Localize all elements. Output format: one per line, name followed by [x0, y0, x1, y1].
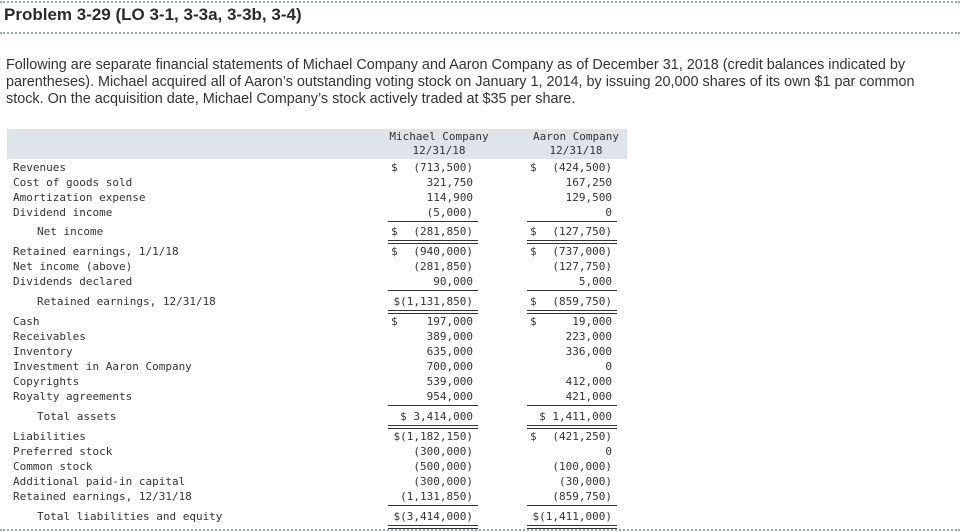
michael-value-cell: [388, 330, 478, 344]
michael-value-cell: [388, 410, 478, 424]
michael-subtotal-rule: [388, 290, 478, 291]
michael-amount: 114,900: [426, 191, 473, 204]
michael-value-cell: [388, 260, 478, 274]
row-label-revenues: Revenues: [13, 161, 66, 174]
michael-company-name: Michael Company: [389, 130, 489, 143]
aaron-value-cell: [527, 445, 617, 459]
aaron-value-cell: [527, 206, 617, 220]
michael-value-cell: [388, 345, 478, 359]
row-label-investment-in-aaron-company: Investment in Aaron Company: [13, 360, 192, 373]
row-label-retained-earnings-12-31-18: Retained earnings, 12/31/18: [37, 295, 216, 308]
aaron-amount: 0: [605, 360, 612, 373]
michael-value-cell: [388, 390, 478, 404]
aaron-amount: 129,500: [565, 191, 612, 204]
aaron-amount: (127,750): [552, 260, 612, 273]
michael-amount: $(1,131,850): [393, 295, 473, 308]
michael-amount: (300,000): [413, 445, 473, 458]
michael-value-cell: [388, 245, 478, 259]
aaron-value-cell: [527, 430, 617, 444]
michael-amount: 389,000: [426, 330, 473, 343]
michael-amount: (300,000): [413, 475, 473, 488]
michael-amount: (1,131,850): [400, 490, 473, 503]
aaron-value-cell: [527, 245, 617, 259]
michael-total-double-rule: [388, 240, 478, 244]
michael-amount: 635,000: [426, 345, 473, 358]
aaron-amount: $(1,411,000): [532, 510, 612, 523]
aaron-company-name: Aaron Company: [532, 130, 620, 143]
michael-amount: (940,000): [413, 245, 473, 258]
aaron-dollar-sign: $: [530, 295, 537, 308]
michael-value-cell: [388, 490, 478, 504]
problem-title: Problem 3-29 (LO 3-1, 3-3a, 3-3b, 3-4): [4, 5, 302, 24]
aaron-value-cell: [527, 191, 617, 205]
aaron-value-cell: [527, 315, 617, 329]
michael-value-cell: [388, 475, 478, 489]
aaron-amount: 0: [605, 206, 612, 219]
michael-dollar-sign: $: [391, 315, 398, 328]
michael-value-cell: [388, 445, 478, 459]
aaron-total-double-rule: [527, 310, 617, 314]
michael-value-cell: [388, 275, 478, 289]
aaron-value-cell: [527, 260, 617, 274]
row-label-total-assets: Total assets: [37, 410, 117, 423]
michael-dollar-sign: $: [391, 161, 398, 174]
michael-value-cell: [388, 360, 478, 374]
michael-total-double-rule: [388, 310, 478, 314]
aaron-value-cell: [527, 390, 617, 404]
row-label-royalty-agreements: Royalty agreements: [13, 390, 133, 403]
aaron-dollar-sign: $: [530, 161, 537, 174]
aaron-column-header: [521, 130, 631, 158]
aaron-subtotal-rule: [527, 221, 617, 222]
aaron-value-cell: [527, 161, 617, 175]
michael-value-cell: [388, 161, 478, 175]
row-label-net-income: Net income: [37, 225, 104, 238]
michael-amount: (281,850): [413, 260, 473, 273]
aaron-amount: 19,000: [572, 315, 612, 328]
aaron-subtotal-rule: [527, 405, 617, 406]
aaron-value-cell: [527, 275, 617, 289]
aaron-value-cell: [527, 475, 617, 489]
aaron-amount: (421,250): [552, 430, 612, 443]
top-dotted-border: [0, 1, 960, 3]
michael-column-header: [384, 130, 494, 158]
aaron-value-cell: [527, 490, 617, 504]
michael-amount: 539,000: [426, 375, 473, 388]
aaron-amount: (859,750): [552, 490, 612, 503]
michael-amount: $(1,182,150): [393, 430, 473, 443]
michael-value-cell: [388, 460, 478, 474]
row-label-retained-earnings-12-31-18: Retained earnings, 12/31/18: [13, 490, 192, 503]
michael-amount: (500,000): [413, 460, 473, 473]
row-label-retained-earnings-1-1-18: Retained earnings, 1/1/18: [13, 245, 179, 258]
aaron-amount: (30,000): [559, 475, 612, 488]
michael-amount: 700,000: [426, 360, 473, 373]
michael-value-cell: [388, 191, 478, 205]
aaron-value-cell: [527, 360, 617, 374]
problem-intro: Following are separate financial statements of Michael Company and Aaron Company as of December 31, 2018 (credit balances indicated by parentheses). Michael acquired all of Aaron’s outstanding voting stock on January 1, 2014, by issuing 20,000 shares of its own $1 par common stock. On the acquisition date, Michael Company’s stock actively traded at $35 per share.: [6, 57, 915, 107]
row-label-inventory: Inventory: [13, 345, 73, 358]
aaron-value-cell: [527, 345, 617, 359]
aaron-subtotal-rule: [527, 290, 617, 291]
michael-value-cell: [388, 176, 478, 190]
michael-subtotal-rule: [388, 221, 478, 222]
row-label-total-liabilities-and-equity: Total liabilities and equity: [37, 510, 223, 523]
aaron-dollar-sign: $: [530, 430, 537, 443]
row-label-net-income-above: Net income (above): [13, 260, 133, 273]
michael-value-cell: [388, 510, 478, 524]
aaron-value-cell: [527, 176, 617, 190]
aaron-amount: $ 1,411,000: [539, 410, 612, 423]
michael-amount: $(3,414,000): [393, 510, 473, 523]
michael-amount: (281,850): [413, 225, 473, 238]
michael-amount: (713,500): [413, 161, 473, 174]
aaron-amount: (737,000): [552, 245, 612, 258]
row-label-cost-of-goods-sold: Cost of goods sold: [13, 176, 133, 189]
aaron-value-cell: [527, 330, 617, 344]
row-label-common-stock: Common stock: [13, 460, 93, 473]
title-dotted-border: [0, 32, 960, 34]
aaron-value-cell: [527, 375, 617, 389]
aaron-amount: 223,000: [565, 330, 612, 343]
michael-value-cell: [388, 430, 478, 444]
michael-value-cell: [388, 225, 478, 239]
row-label-copyrights: Copyrights: [13, 375, 80, 388]
aaron-total-double-rule: [527, 240, 617, 244]
michael-dollar-sign: $: [391, 225, 398, 238]
aaron-value-cell: [527, 510, 617, 524]
michael-value-cell: [388, 295, 478, 309]
row-label-additional-paid-in-capital: Additional paid-in capital: [13, 475, 186, 488]
aaron-amount: 0: [605, 445, 612, 458]
aaron-amount: 5,000: [578, 275, 612, 288]
aaron-total-double-rule: [527, 425, 617, 429]
row-label-amortization-expense: Amortization expense: [13, 191, 146, 204]
michael-amount: (5,000): [426, 206, 473, 219]
michael-dollar-sign: $: [391, 245, 398, 258]
michael-amount: $ 3,414,000: [400, 410, 473, 423]
aaron-amount: (424,500): [552, 161, 612, 174]
row-label-preferred-stock: Preferred stock: [13, 445, 113, 458]
aaron-amount: 336,000: [565, 345, 612, 358]
row-label-receivables: Receivables: [13, 330, 86, 343]
row-label-liabilities: Liabilities: [13, 430, 86, 443]
aaron-value-cell: [527, 410, 617, 424]
aaron-amount: 421,000: [565, 390, 612, 403]
aaron-company-date: 12/31/18: [549, 144, 603, 157]
aaron-dollar-sign: $: [530, 225, 537, 238]
michael-company-date: 12/31/18: [412, 144, 466, 157]
aaron-value-cell: [527, 295, 617, 309]
aaron-subtotal-rule: [527, 505, 617, 506]
aaron-dollar-sign: $: [530, 315, 537, 328]
michael-amount: 321,750: [426, 176, 473, 189]
aaron-amount: (127,750): [552, 225, 612, 238]
aaron-amount: (100,000): [552, 460, 612, 473]
michael-value-cell: [388, 375, 478, 389]
aaron-value-cell: [527, 225, 617, 239]
bottom-dotted-border: [0, 529, 960, 531]
aaron-dollar-sign: $: [530, 245, 537, 258]
michael-amount: 90,000: [433, 275, 473, 288]
michael-value-cell: [388, 206, 478, 220]
aaron-amount: (859,750): [552, 295, 612, 308]
michael-total-double-rule: [388, 425, 478, 429]
michael-subtotal-rule: [388, 405, 478, 406]
row-label-cash: Cash: [13, 315, 40, 328]
michael-amount: 197,000: [426, 315, 473, 328]
aaron-value-cell: [527, 460, 617, 474]
michael-subtotal-rule: [388, 505, 478, 506]
aaron-amount: 412,000: [565, 375, 612, 388]
row-label-dividend-income: Dividend income: [13, 206, 113, 219]
michael-value-cell: [388, 315, 478, 329]
michael-amount: 954,000: [426, 390, 473, 403]
aaron-amount: 167,250: [565, 176, 612, 189]
financial-statements-table: [7, 129, 627, 529]
row-label-dividends-declared: Dividends declared: [13, 275, 133, 288]
